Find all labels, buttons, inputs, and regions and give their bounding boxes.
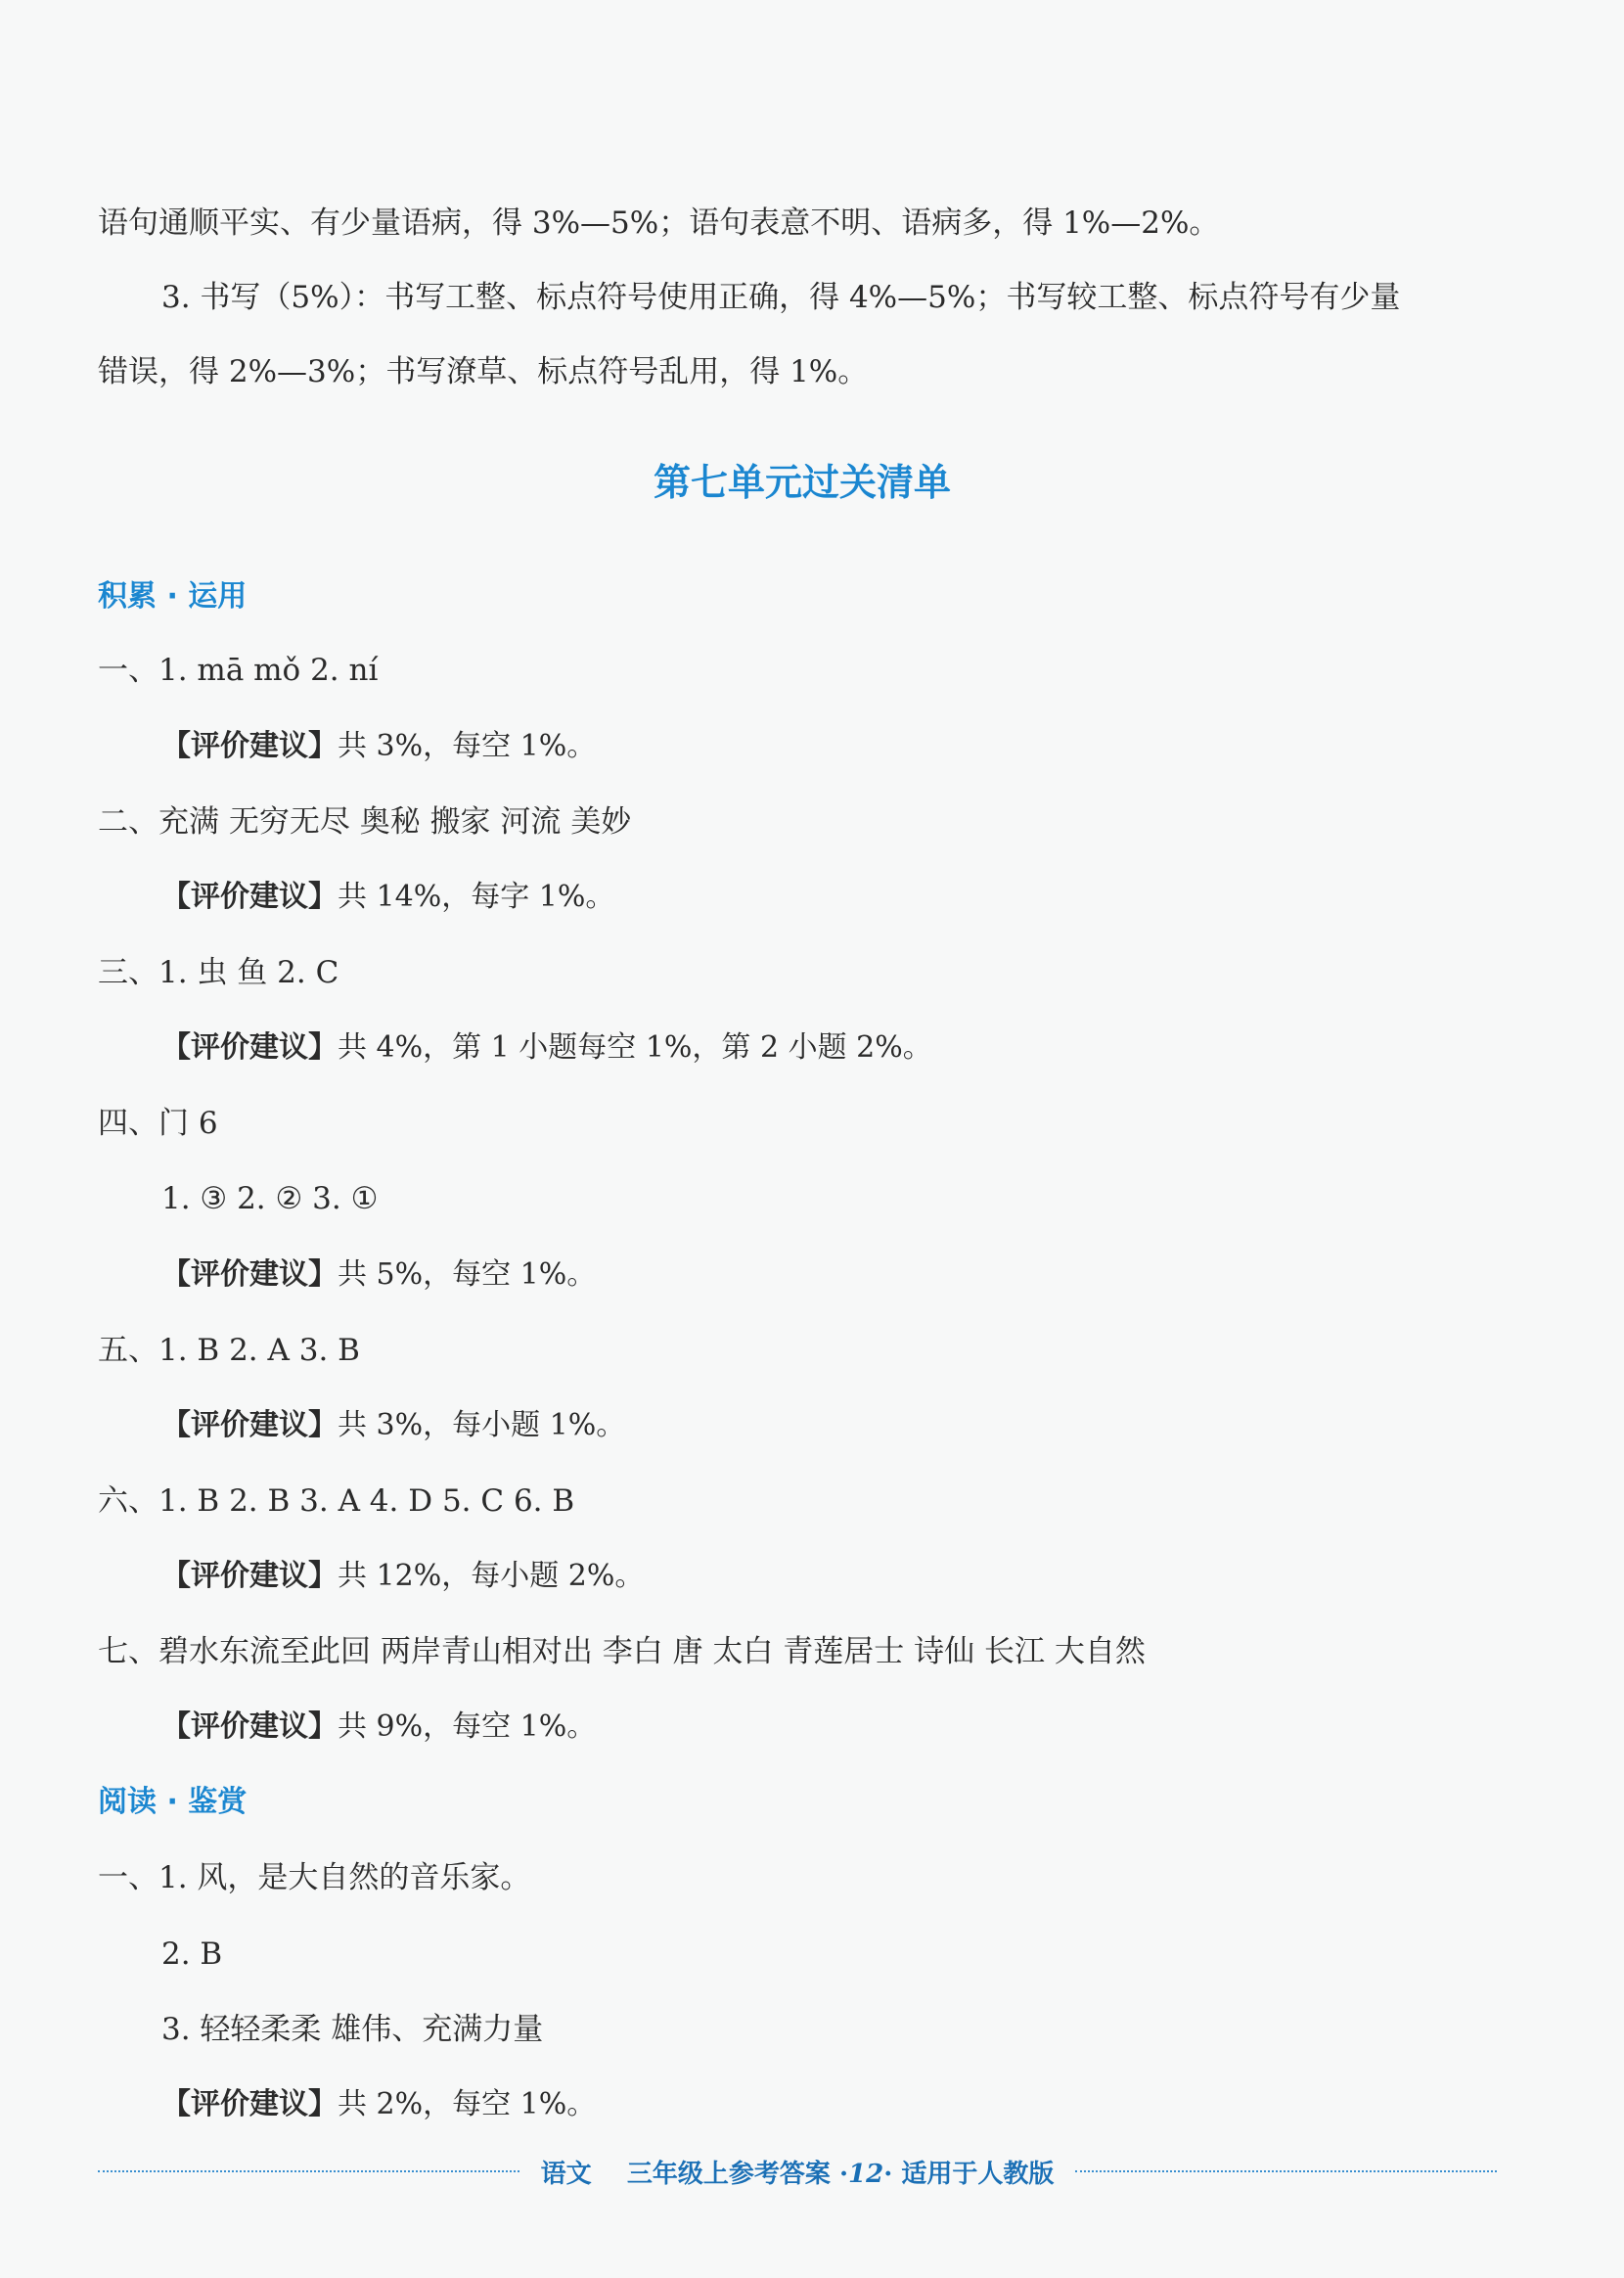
footer-subject: 语文 [540,2159,592,2189]
tip-text: 共 4%，第 1 小题每空 1%，第 2 小题 2%。 [338,1030,932,1065]
tip-1 [161,727,596,766]
page-title: 第七单元过关清单 [653,461,951,504]
footer-edition: 适用于人教版 [901,2159,1055,2189]
tip-text: 共 3%，每空 1%。 [338,729,597,763]
tip-text: 共 3%，每小题 1%。 [338,1408,626,1442]
section-heading-accumulation: 积累 · 运用 [98,579,248,614]
tip-label: 【评价建议】 [161,2087,338,2121]
tip-7 [161,1708,596,1747]
answer-4: 四、门 6 [98,1106,218,1141]
intro-line-1: 语句通顺平实、有少量语病，得 3%—5%；语句表意不明、语病多，得 1%—2%。 [98,205,1220,241]
answer-5: 五、1. B 2. A 3. B [98,1333,360,1368]
answer-4-sub: 1. ③ 2. ② 3. ① [161,1181,379,1216]
reading-tip [161,2085,596,2124]
page-footer [98,2155,1497,2188]
tip-3 [161,1028,932,1068]
footer-text: 语文 三年级上参考答案 ·12· 适用于人教版 [540,2159,1055,2189]
tip-label: 【评价建议】 [161,1559,338,1593]
tip-text: 共 12%，每小题 2%。 [338,1559,645,1593]
answer-3: 三、1. 虫 鱼 2. C [98,955,339,990]
reading-answer-1: 一、1. 风，是大自然的音乐家。 [98,1860,531,1895]
page-number: 12 [848,2159,884,2189]
footer-divider-right [1075,2170,1497,2172]
intro-line-2: 3. 书写（5%）：书写工整、标点符号使用正确，得 4%—5%；书写较工整、标点符号有少量 [161,280,1401,315]
tip-5 [161,1406,625,1445]
tip-label: 【评价建议】 [161,880,338,914]
tip-label: 【评价建议】 [161,1030,338,1065]
tip-6 [161,1557,644,1596]
tip-text: 共 14%，每字 1%。 [338,880,615,914]
intro-line-3: 错误，得 2%—3%；书写潦草、标点符号乱用，得 1%。 [98,354,869,389]
tip-text: 共 9%，每空 1%。 [338,1709,597,1744]
answer-2: 二、充满 无穷无尽 奥秘 搬家 河流 美妙 [98,804,632,840]
tip-text: 共 5%，每空 1%。 [338,1257,597,1292]
answer-1: 一、1. mā mǒ 2. ní [98,653,379,688]
answer-6: 六、1. B 2. B 3. A 4. D 5. C 6. B [98,1483,575,1519]
reading-answer-3: 3. 轻轻柔柔 雄伟、充满力量 [161,2012,544,2047]
reading-answer-2: 2. B [161,1936,223,1972]
tip-4 [161,1255,596,1295]
section-heading-reading: 阅读 · 鉴赏 [98,1785,248,1819]
tip-label: 【评价建议】 [161,1257,338,1292]
answer-7: 七、碧水东流至此回 两岸青山相对出 李白 唐 太白 青莲居士 诗仙 长江 大自然 [98,1634,1146,1669]
footer-divider-left [98,2170,519,2172]
tip-text: 共 2%，每空 1%。 [338,2087,597,2121]
tip-label: 【评价建议】 [161,729,338,763]
tip-label: 【评价建议】 [161,1709,338,1744]
tip-2 [161,878,614,917]
tip-label: 【评价建议】 [161,1408,338,1442]
footer-book: 三年级上参考答案 [626,2159,831,2189]
